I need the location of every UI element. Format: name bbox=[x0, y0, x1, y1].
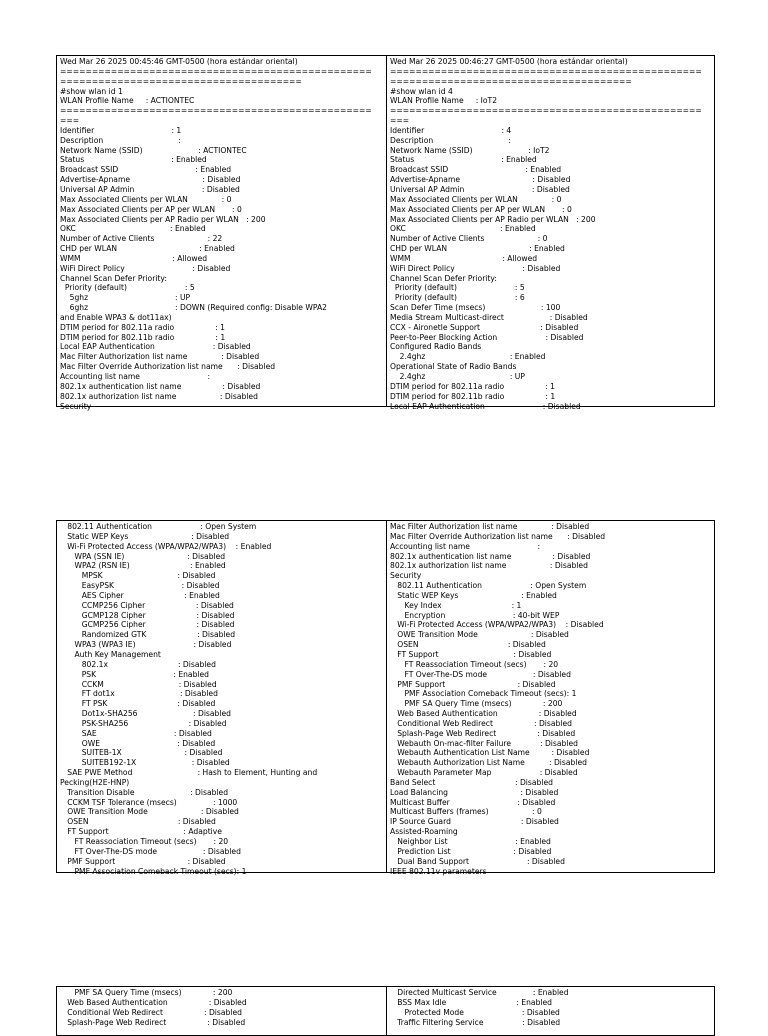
page-1-left-column bbox=[57, 56, 386, 411]
page-1-table bbox=[56, 55, 715, 411]
wlan-1-continued-output: PMF SA Query Time (msecs) : 200 Web Based Authentication : Disabled Conditional Web Redirect : Disabled Splash-Page Web Redirect : Disabled bbox=[67, 988, 247, 1027]
wlan-4-continued-output: Directed Multicast Service : Enabled BSS Max Idle : Enabled Protected Mode : Disabled Traffic Filtering Service : Disabled bbox=[397, 988, 569, 1027]
page-2-table bbox=[56, 520, 715, 876]
page-3-table bbox=[56, 986, 715, 1036]
wlan-4-security-output: Mac Filter Authorization list name : Disabled Mac Filter Override Authorization list name : Disabled Accounting list name : 802.1x authentication list name : Disabled 802.1x authorization list name : Disabled Security 802.11 Authentication : Open System Static WEP Keys : Enabled Key Index : 1 Encryption : 40-bit WEP Wi-Fi Protected Access (WPA/WPA2/WPA3) : Disabled OWE Transition Mode : Disabled OSEN : Disabled FT Support : Disabled FT Reassociation Timeout (secs) : 20 FT Over-The-DS mode : Disabled PMF Support : Disabled PMF Association Comeback Timeout (secs): 1 PMF SA Query Time (msecs) : 200 Web Based Authentication : Disabled Conditional Web Redirect : Disabled Splash-Page Web Redirect : Disabled Webauth On-mac-filter Failure : Disabled Webauth Authentication List Name : Disabled Webauth Authorization List Name : Disabled Webauth Parameter Map : Disabled Band Select : Disabled Load Balancing : Disabled Multicast Buffer : Disabled Multicast Buffers (frames) : 0 IP Source Guard : Disabled Assisted-Roaming Neighbor List : Enabled Prediction List : Disabled Dual Band Support : Disabled IEEE 802.11v parameters bbox=[390, 522, 606, 876]
page-3-right-column bbox=[387, 987, 714, 1035]
page-1-right-column bbox=[387, 56, 714, 411]
show-wlan-1-output: Wed Mar 26 2025 00:45:46 GMT-0500 (hora estándar oriental) ================================================= ====================================== #show wlan id 1 WLAN Profile Name : ACTIONTEC ================================================= === Identifier : 1 Description : Network Name (SSID) : ACTIONTEC Status : Enabled Broadcast SSID : Enabled Advertise-Apname : Disabled Universal AP Admin : Disabled Max Associated Clients per WLAN : 0 Max Associated Clients per AP per WLAN : 0 Max Associated Clients per AP Radio per WLAN : 200 OKC : Enabled Number of Active Clients : 22 CHD per WLAN : Enabled WMM : Allowed WiFi Direct Policy : Disabled Channel Scan Defer Priority: Priority (default) : 5 5ghz : UP 6ghz : DOWN (Required config: Disable WPA2 and Enable WPA3 & dot11ax) DTIM period for 802.11a radio : 1 DTIM period for 802.11b radio : 1 Local EAP Authentication : Disabled Mac Filter Authorization list name : Disabled Mac Filter Override Authorization list name : Disabled Accounting list name : 802.1x authentication list name : Disabled 802.1x authorization list name : Disabled Security bbox=[60, 57, 372, 411]
page-2-left-column bbox=[57, 521, 386, 876]
page-3-left-column bbox=[57, 987, 386, 1035]
show-wlan-4-output: Wed Mar 26 2025 00:46:27 GMT-0500 (hora estándar oriental) ================================================= ====================================== #show wlan id 4 WLAN Profile Name : IoT2 ================================================= === Identifier : 4 Description : Network Name (SSID) : IoT2 Status : Enabled Broadcast SSID : Enabled Advertise-Apname : Disabled Universal AP Admin : Disabled Max Associated Clients per WLAN : 0 Max Associated Clients per AP per WLAN : 0 Max Associated Clients per AP Radio per WLAN : 200 OKC : Enabled Number of Active Clients : 0 CHD per WLAN : Enabled WMM : Allowed WiFi Direct Policy : Disabled Channel Scan Defer Priority: Priority (default) : 5 Priority (default) : 6 Scan Defer Time (msecs) : 100 Media Stream Multicast-direct : Disabled CCX - Aironetle Support : Disabled Peer-to-Peer Blocking Action : Disabled Configured Radio Bands 2.4ghz : Enabled Operational State of Radio Bands 2.4ghz : UP DTIM period for 802.11a radio : 1 DTIM period for 802.11b radio : 1 Local EAP Authentication : Disabled bbox=[390, 57, 702, 411]
wlan-1-security-output: 802.11 Authentication : Open System Static WEP Keys : Disabled Wi-Fi Protected Access (WPA/WPA2/WPA3) : Enabled WPA (SSN IE) : Disabled WPA2 (RSN IE) : Enabled MPSK : Disabled EasyPSK : Disabled AES Cipher : Enabled CCMP256 Cipher : Disabled GCMP128 Cipher : Disabled GCMP256 Cipher : Disabled Randomized GTK : Disabled WPA3 (WPA3 IE) : Disabled Auth Key Management 802.1x : Disabled PSK : Enabled CCKM : Disabled FT dot1x : Disabled FT PSK : Disabled Dot1x-SHA256 : Disabled PSK-SHA256 : Disabled SAE : Disabled OWE : Disabled SUITEB-1X : Disabled SUITEB192-1X : Disabled SAE PWE Method : Hash to Element, Hunting and Pecking(H2E-HNP) Transition Disable : Disabled CCKM TSF Tolerance (msecs) : 1000 OWE Transition Mode : Disabled OSEN : Disabled FT Support : Adaptive FT Reassociation Timeout (secs) : 20 FT Over-The-DS mode : Disabled PMF Support : Disabled PMF Association Comeback Timeout (secs): 1 bbox=[60, 522, 318, 876]
page-2-right-column bbox=[387, 521, 714, 876]
